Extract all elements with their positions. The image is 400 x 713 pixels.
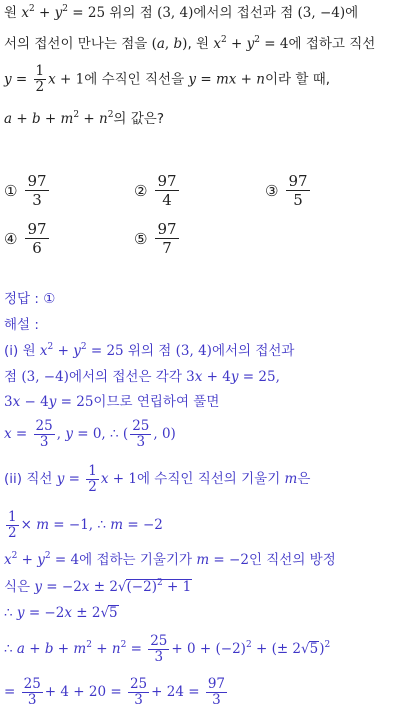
choice-3[interactable] <box>265 172 312 209</box>
problem-line-4: $a + b + m^2 + n^2$의 값은? <box>4 110 165 127</box>
text: (i) 원 <box>4 343 40 359</box>
solution-line-4: x = $\frac{25}{3}$ , y = 0, ∴ ( $\frac{25}{3}$ , 0) <box>4 417 176 450</box>
text: 이므로 연립하여 풀면 <box>93 394 220 410</box>
text: 에서의 접선과 <box>211 343 295 359</box>
choice-fraction: $\frac{97}{7}$ <box>157 220 177 257</box>
problem-line-2: 서의 접선이 만나는 점을 (a, b), 원 $x^2 + y^2 = 4$에 접하고 직선 <box>4 35 376 52</box>
solution-line-7: $x^2 + y^2 = 4$에 접하는 기울기가 m = −2인 직선의 방정 <box>4 551 336 568</box>
choice-number: ② <box>134 181 148 200</box>
choice-4[interactable] <box>4 220 51 257</box>
text: 에 수직인 직선을 <box>84 71 189 88</box>
text: 인 직선의 방정 <box>248 552 336 568</box>
choice-fraction: $\frac{97}{5}$ <box>288 172 308 209</box>
choice-2[interactable] <box>134 172 181 209</box>
explanation-label: 해설 : <box>4 317 39 333</box>
choice-number: ④ <box>4 229 18 248</box>
text: 에서의 접선과 점 <box>193 5 298 21</box>
solution-line-3: 3x − 4y = 25이므로 연립하여 풀면 <box>4 394 220 410</box>
text: 의 값은? <box>113 111 165 127</box>
text: 원 <box>4 5 22 21</box>
answer-label: 정답 : ① <box>4 291 56 307</box>
text: 이라 할 때, <box>265 71 331 88</box>
problem-line-1: 원 $x^2 + y^2 = 25$ 위의 점 (3, 4)에서의 접선과 점 (3, −4)에 <box>4 4 359 21</box>
choice-fraction: $\frac{97}{6}$ <box>27 220 47 257</box>
problem-line-3: y = $\frac{1}{2}$ x + 1에 수직인 직선을 y = mx + n이라 할 때, <box>4 63 331 95</box>
text: 서의 접선이 만나는 점을 <box>4 36 152 52</box>
text: 점 <box>4 369 22 385</box>
solution-line-2: 점 (3, −4)에서의 접선은 각각 3x + 4y = 25, <box>4 369 280 385</box>
text: 에서의 접선은 각각 <box>68 369 187 385</box>
solution-line-5: (ii) 직선 y = $\frac{1}{2}$ x + 1에 수직인 직선의 기울기 m은 <box>4 462 311 495</box>
choice-number: ① <box>4 181 18 200</box>
choice-5[interactable] <box>134 220 181 257</box>
text: 에 접하는 기울기가 <box>79 552 197 568</box>
solution-line-8: 식은 $y = -2x \pm 2√(-2)^2 + 1$ <box>4 578 192 595</box>
choice-number: ③ <box>265 181 279 200</box>
solution-line-1: (i) 원 $x^2 + y^2 = 25$ 위의 점 (3, 4)에서의 접선과 <box>4 342 295 359</box>
choice-1[interactable] <box>4 172 51 209</box>
text: 은 <box>297 471 311 487</box>
choice-fraction: $\frac{97}{4}$ <box>157 172 177 209</box>
text: (ii) 직선 <box>4 471 57 487</box>
solution-line-11: = $\frac{25}{3}$ + 4 + 20 = $\frac{25}{3}$ + 24 = $\frac{97}{3}$ <box>4 675 226 708</box>
text: , 원 <box>187 36 214 52</box>
text: 위의 점 <box>105 5 158 21</box>
text: 에 접하고 직선 <box>288 36 376 52</box>
choice-number: ⑤ <box>134 229 148 248</box>
text: 에 수직인 직선의 기울기 <box>136 471 285 487</box>
solution-line-9: ∴ y = −2x ± 2√5 <box>4 605 118 621</box>
choice-fraction: $\frac{97}{3}$ <box>27 172 47 209</box>
text: 위의 점 <box>123 343 176 359</box>
text: 식은 <box>4 579 35 595</box>
solution-line-6: $\frac{1}{2}$ × m = −1, ∴ m = −2 <box>8 508 163 541</box>
solution-line-10: ∴ $a + b + m^2 + n^2$ = $\frac{25}{3}$ + $0 + (-2)^2$ + (± 2√5)$^2$ <box>4 632 331 665</box>
